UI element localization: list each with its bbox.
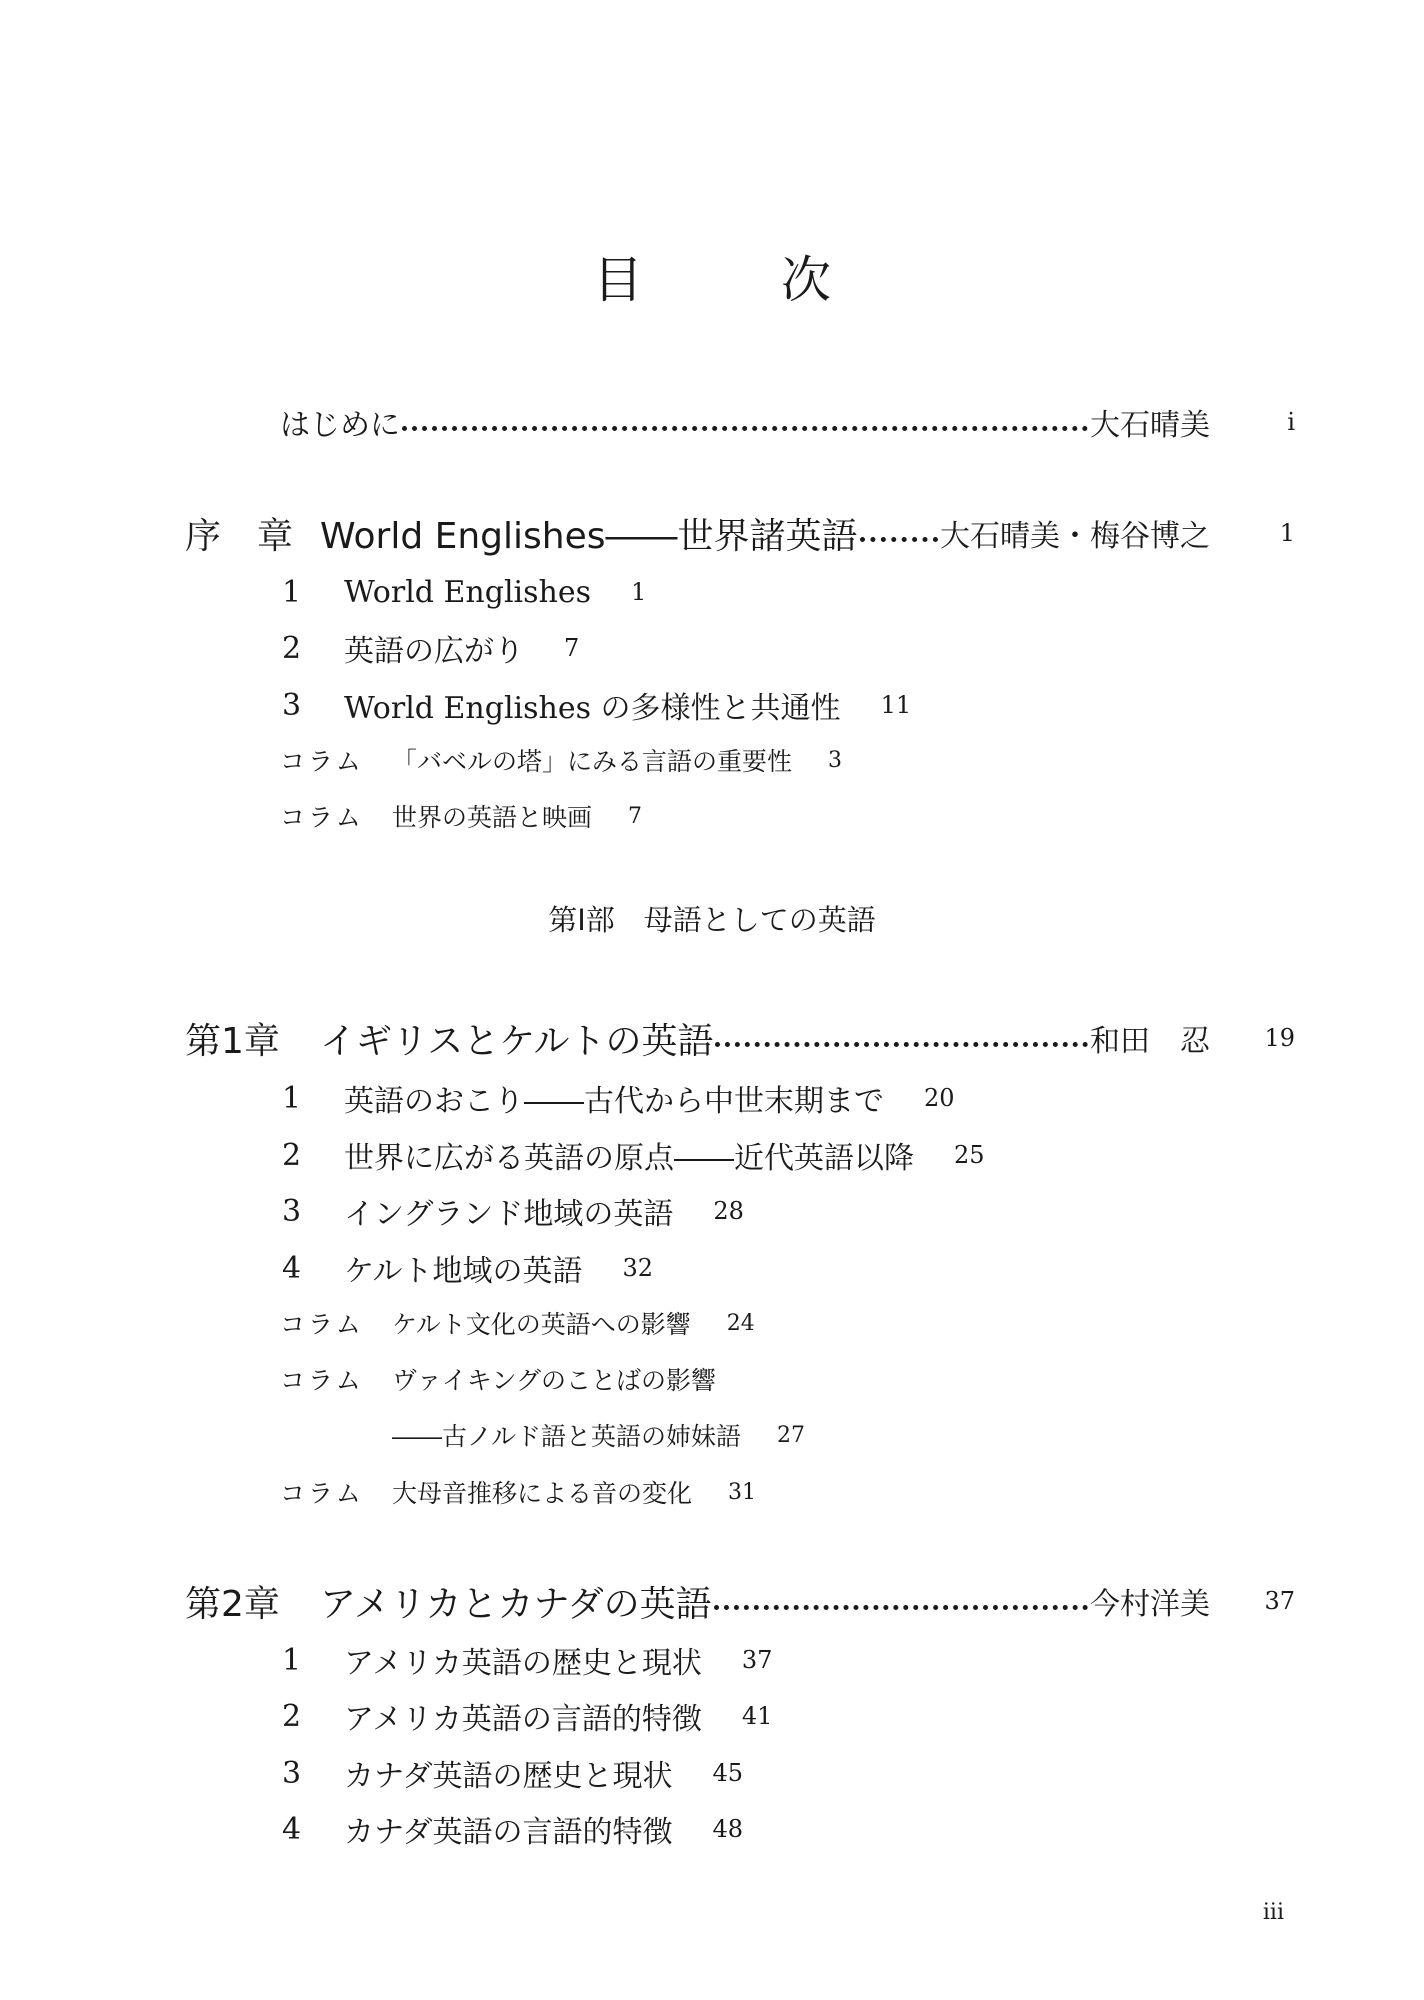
chapter-title: イギリスとケルトの英語	[320, 1020, 714, 1062]
section-entry: 1 アメリカ英語の歴史と現状 37	[282, 1642, 773, 1681]
chapter-author: 大石晴美・梅谷博之	[940, 519, 1210, 554]
intro-label: はじめに	[280, 408, 400, 443]
column-entry: コラム 大母音推移による音の変化 31	[280, 1479, 757, 1508]
column-entry: コラム 世界の英語と映画 7	[280, 803, 643, 832]
section-entry: 4 カナダ英語の言語的特徴 48	[282, 1811, 744, 1850]
toc-entry-prologue	[185, 508, 1295, 558]
page-folio: iii	[1262, 1900, 1284, 1925]
toc-entry-chapter-2	[185, 1576, 1295, 1626]
chapter-number: 序 章	[185, 515, 294, 557]
section-entry: 3 イングランド地域の英語 28	[282, 1193, 744, 1232]
chapter-number: 第1章	[185, 1020, 280, 1062]
intro-author: 大石晴美	[1090, 408, 1210, 443]
chapter-number: 第2章	[185, 1583, 280, 1625]
chapter-author: 今村洋美	[1090, 1587, 1210, 1622]
column-entry-continued: ――古ノルド語と英語の姉妹語 27	[392, 1422, 806, 1451]
toc-entry-chapter-1	[185, 1013, 1295, 1063]
part-heading: 第Ⅰ部 母語としての英語	[548, 903, 876, 937]
chapter-author: 和田 忍	[1090, 1024, 1210, 1059]
column-entry: コラム ケルト文化の英語への影響 24	[280, 1310, 755, 1339]
chapter-title: アメリカとカナダの英語	[320, 1583, 712, 1625]
section-entry: 4 ケルト地域の英語 32	[282, 1250, 654, 1289]
leader-dots	[860, 515, 938, 551]
section-entry: 2 世界に広がる英語の原点――近代英語以降 25	[282, 1137, 985, 1176]
leader-dots	[714, 1583, 1088, 1619]
chapter-page: 1	[1279, 519, 1295, 547]
leader-dots	[402, 404, 1088, 440]
section-entry: 1 英語のおこり――古代から中世末期まで 20	[282, 1080, 955, 1119]
chapter-page: 37	[1264, 1587, 1295, 1615]
column-entry: コラム ヴァイキングのことばの影響	[280, 1366, 717, 1395]
chapter-page: 19	[1264, 1024, 1295, 1052]
intro-page: i	[1287, 408, 1295, 436]
section-entry: 3 カナダ英語の歴史と現状 45	[282, 1755, 744, 1794]
section-entry: 3 World Englishes の多様性と共通性 11	[282, 687, 912, 726]
section-entry: 2 アメリカ英語の言語的特徴 41	[282, 1698, 773, 1737]
toc-entry-intro	[280, 397, 1295, 447]
page-title: 目 次	[593, 251, 875, 309]
section-entry: 1 World Englishes 1	[282, 574, 647, 610]
leader-dots	[715, 1020, 1088, 1056]
chapter-title: World Englishes――世界諸英語	[320, 515, 858, 557]
column-entry: コラム 「バベルの塔」にみる言語の重要性 3	[280, 747, 843, 776]
section-entry: 2 英語の広がり 7	[282, 630, 580, 669]
